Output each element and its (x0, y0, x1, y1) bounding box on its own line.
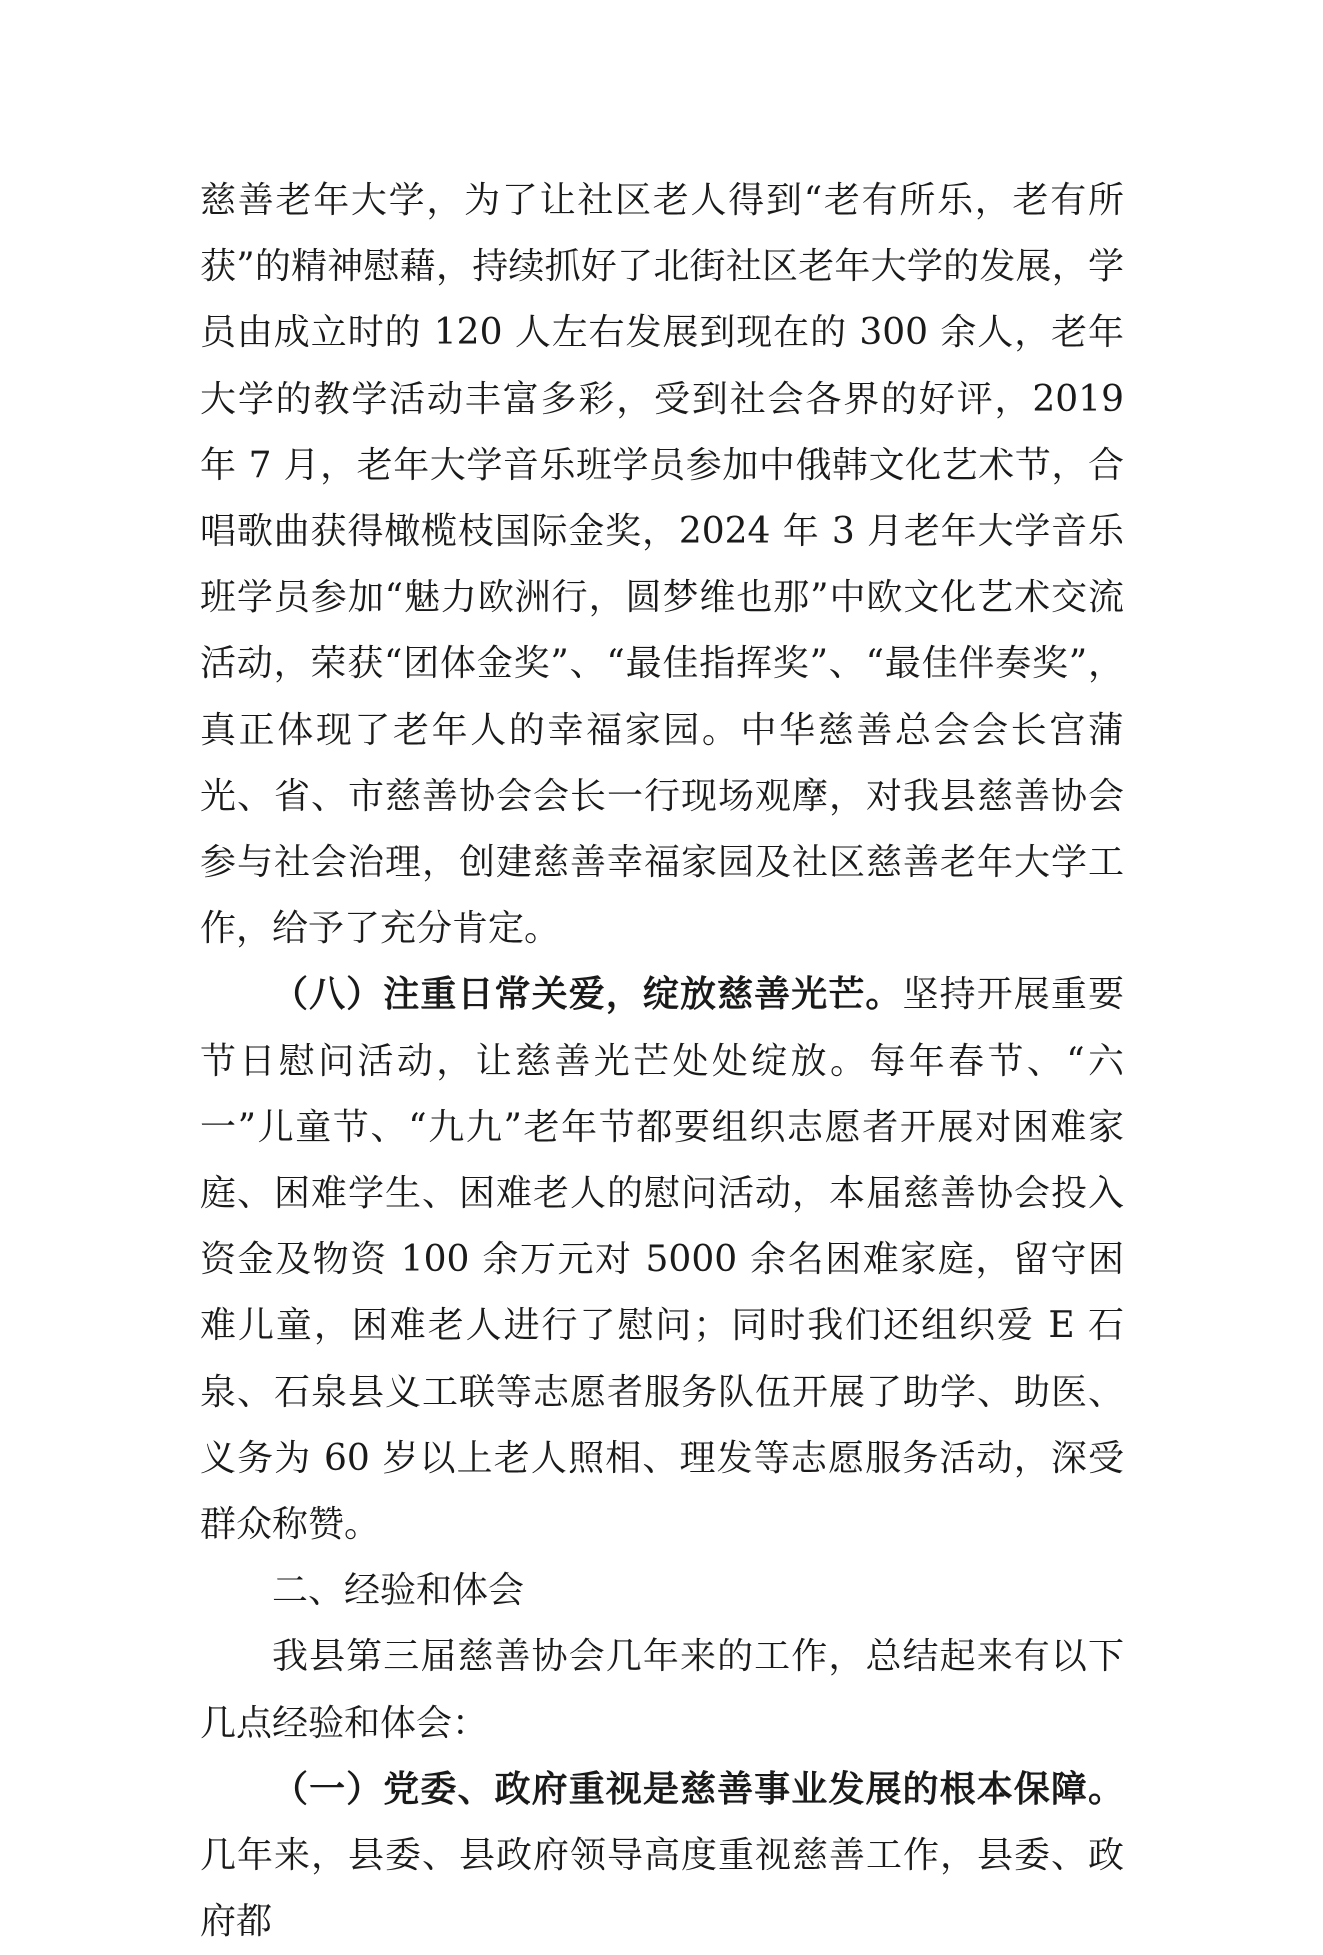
document-body (200, 168, 1124, 1955)
subsection-1-heading: （一）党委、政府重视是慈善事业发展的根本保障。 (272, 1768, 1124, 1810)
paragraph-continuation: 慈善老年大学，为了让社区老人得到“老有所乐，老有所获”的精神慰藉，持续抓好了北街社区老年大学的发展，学员由成立时的 120 人左右发展到现在的 300 余人，老年大学的教学活动丰富多彩，受到社会各界的好评，2019 年 7 月，老年大学音乐班学员参加中俄韩文化艺术节，合唱歌曲获得橄榄枝国际金奖，2024 年 3 月老年大学音乐班学员参加“魅力欧洲行，圆梦维也那”中欧文化艺术交流活动，荣获“团体金奖”、“最佳指挥奖”、“最佳伴奏奖”，真正体现了老年人的幸福家园。中华慈善总会会长宫蒲光、省、市慈善协会会长一行现场观摩，对我县慈善协会参与社会治理，创建慈善幸福家园及社区慈善老年大学工作，给予了充分肯定。 (200, 180, 1124, 950)
paragraph-subsection-8 (200, 962, 1124, 1558)
section-heading-2: 二、经验和体会 (272, 1570, 525, 1612)
paragraph-subsection-1 (200, 1757, 1124, 1955)
subsection-8-heading: （八）注重日常关爱，绽放慈善光芒。 (272, 974, 903, 1016)
subsection-1-text: 几年来，县委、县政府领导高度重视慈善工作，县委、政府都 (200, 1835, 1124, 1943)
paragraph-experience-intro: 我县第三届慈善协会几年来的工作，总结起来有以下几点经验和体会： (200, 1636, 1124, 1744)
subsection-8-text: 坚持开展重要节日慰问活动，让慈善光芒处处绽放。每年春节、“六一”儿童节、“九九”老年节都要组织志愿者开展对困难家庭、困难学生、困难老人的慰问活动，本届慈善协会投入资金及物资 100 余万元对 5000 余名困难家庭，留守困难儿童，困难老人进行了慰问；同时我们还组织爱 E 石泉、石泉县义工联等志愿者服务队伍开展了助学、助医、义务为 60 岁以上老人照相、理发等志愿服务活动，深受群众称赞。 (200, 974, 1124, 1546)
